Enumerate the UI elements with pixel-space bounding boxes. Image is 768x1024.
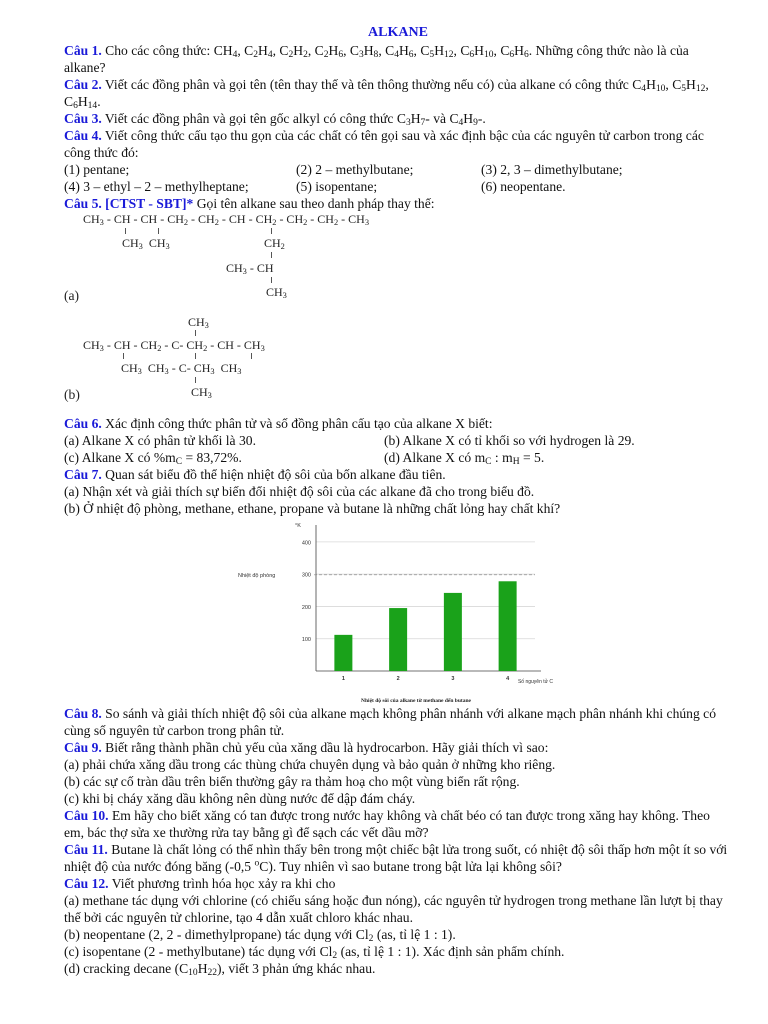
- question-11: [64, 841, 732, 875]
- bond-line: [251, 353, 252, 359]
- structure-b: [64, 315, 732, 415]
- list-item: (d) Alkane X có $m_C$ : $m_H = 5$.: [384, 450, 545, 467]
- question-6-items: [64, 432, 732, 466]
- bond-line: [271, 277, 272, 283]
- list-item: (d) cracking decane $(C_{10}H_{22})$, viết 3 phản ứng khác nhau.: [64, 961, 376, 978]
- bond-line: [123, 353, 124, 359]
- question-2: [64, 76, 732, 110]
- question-3: [64, 110, 732, 127]
- list-item: (4) 3 – ethyl – 2 – methylheptane;: [64, 179, 249, 194]
- bond-line: [195, 353, 196, 359]
- y-tick-label: 300: [301, 572, 311, 579]
- bond-line: [125, 228, 126, 234]
- question-1: [64, 42, 732, 76]
- question-label: Câu 2.: [64, 77, 102, 92]
- question-text: Viết công thức cấu tạo thu gọn của các chất có tên gọi sau và xác định bậc của các nguyên tử carbon trong các công thức đó:: [64, 128, 704, 160]
- question-text: So sánh và giải thích nhiệt độ sôi của alkane mạch không phân nhánh với alkane mạch phân nhánh khi chúng có cùng số nguyên tử carbon trong phân tử.: [64, 706, 716, 738]
- bond-line: [158, 228, 159, 234]
- question-label: Câu 8.: [64, 706, 102, 721]
- structure-a-branch-ch: $CH_3$ - CH: [226, 261, 274, 276]
- list-item: (c) isopentane (2 - methylbutane) tác dụng với $Cl_2$ (as, tỉ lệ 1 : 1). Xác định sản phẩm chính.: [64, 944, 565, 961]
- chart-bar: [389, 608, 407, 671]
- list-item: (5) isopentane;: [296, 179, 378, 194]
- list-item: (3) 2, 3 – dimethylbutane;: [481, 162, 623, 177]
- x-tick-label: 1: [341, 676, 345, 682]
- x-tick-label: 3: [451, 676, 455, 682]
- chart-bar: [499, 581, 517, 671]
- list-item: (b) neopentane (2, 2 - dimethylpropane) tác dụng với $Cl_2$ (as, tỉ lệ 1 : 1).: [64, 927, 456, 944]
- question-4-items: [64, 161, 732, 195]
- question-label: Câu 6.: [64, 416, 102, 431]
- question-5: [64, 195, 732, 212]
- question-text: Em hãy cho biết xăng có tan được trong nước hay không và chất béo có tan được trong xăng hay không. Theo em, bác thợ sửa xe thường rửa tay bằng gì để sạch các vết dầu mỡ?: [64, 808, 710, 840]
- question-label: Câu 9.: [64, 740, 102, 755]
- list-item: (2) 2 – methylbutane;: [296, 162, 414, 177]
- structure-a-main-chain: $CH_3$ - CH - CH - $CH_2 - CH_2$ - CH - $CH_2 - CH_2 - CH_2 - CH_3$: [83, 212, 370, 227]
- bond-line: [195, 377, 196, 383]
- question-7-item-a: (a) Nhận xét và giải thích sự biến đổi nhiệt độ sôi của các alkane đã cho trong biểu đồ.: [64, 484, 535, 499]
- y-tick-label: 200: [301, 604, 311, 611]
- structure-b-label: (b): [64, 387, 80, 402]
- structure-a: [64, 212, 732, 315]
- structure-a-branch-ch3: $CH_3$: [266, 285, 287, 300]
- list-item: (c) Alkane X có $\%m_C = 83,72\%$.: [64, 450, 242, 467]
- structure-a-label: (a): [64, 288, 80, 303]
- bond-line: [271, 252, 272, 258]
- x-tick-label: 2: [396, 676, 400, 682]
- structure-a-branch-row: $CH_3$ $CH_3$: [122, 236, 170, 251]
- list-item: (6) neopentane.: [481, 179, 566, 194]
- question-text: Cho các công thức: $CH_4$, $C_2H_4$, $C_2H_2$, $C_2H_6$, $C_3H_8$, $C_4H_6$, $C_5H_{12}$, $C_6H_{10}$, $C_6H_6$. Những công thức nào là của alkane?: [64, 43, 689, 75]
- question-label: Câu 3.: [64, 111, 102, 126]
- question-text: Quan sát biểu đồ thể hiện nhiệt độ sôi của bốn alkane đầu tiên.: [101, 467, 446, 482]
- structure-b-branch-row: $CH_3$ $CH_3 - C-$ $CH_3$ $CH_3$: [121, 361, 242, 376]
- question-7-item-b: (b) Ở nhiệt độ phòng, methane, ethane, propane và butane là những chất lỏng hay chất khí?: [64, 501, 561, 516]
- x-axis-label: Số nguyên tử C: [517, 679, 553, 685]
- structure-a-branch-ch2: $CH_2$: [264, 236, 285, 251]
- question-8: [64, 705, 732, 739]
- question-text: Viết phương trình hóa học xảy ra khi cho: [108, 876, 336, 891]
- question-text: Gọi tên alkane sau theo danh pháp thay thế:: [193, 196, 435, 211]
- chart-bar: [334, 635, 352, 671]
- list-item: (b) Alkane X có tỉ khối so với hydrogen là 29.: [384, 433, 635, 448]
- question-10: [64, 807, 732, 841]
- question-label: Câu 12.: [64, 876, 109, 891]
- question-label: Câu 10.: [64, 808, 109, 823]
- bond-line: [271, 228, 272, 234]
- question-label: Câu 5.: [64, 196, 102, 211]
- chart-caption: Nhiệt độ sôi của alkane từ methane đến butane: [361, 698, 471, 704]
- question-4: [64, 127, 732, 161]
- reference-line-label: Nhiệt độ phòng: [238, 572, 276, 579]
- structure-b-main-chain: $CH_3$ - CH - $CH_2 - C-$ $CH_2$ - CH - $CH_3$: [83, 338, 265, 353]
- list-item: (a) Alkane X có phân tử khối là 30.: [64, 433, 256, 448]
- list-item: (1) pentane;: [64, 162, 130, 177]
- list-item: (a) phải chứa xăng dầu trong các thùng chứa chuyên dụng và bảo quản ở những kho riêng.: [64, 757, 556, 772]
- question-label: Câu 1.: [64, 43, 102, 58]
- question-12: [64, 875, 732, 892]
- page-title: ALKANE: [368, 25, 428, 40]
- question-7: [64, 466, 732, 483]
- question-tag: [CTST - SBT]*: [101, 196, 194, 211]
- y-tick-label: 400: [301, 540, 311, 547]
- document-page: [64, 24, 732, 977]
- bond-line: [195, 330, 196, 336]
- question-text: Viết các đồng phân và gọi tên (tên thay thế và tên thông thường nếu có) của alkane có công thức $C_4H_{10}$, $C_5H_{12}$, $C_6H_{14}$.: [64, 77, 709, 111]
- question-text: Biết rằng thành phần chủ yếu của xăng dầu là hydrocarbon. Hãy giải thích vì sao:: [101, 740, 549, 755]
- list-item: (b) các sự cố tràn dầu trên biển thường gây ra thảm hoạ cho một vùng biển rất rộng.: [64, 774, 520, 789]
- question-label: Câu 4.: [64, 128, 102, 143]
- question-text: Butane là chất lỏng có thể nhìn thấy bên trong một chiếc bật lửa trong suốt, có nhiệt độ sôi thấp hơn một ít so với nhiệt độ của nước đóng băng (-0,5 $^o$C). Tuy nhiên vì sao butane trong bật lửa lại không sôi?: [64, 842, 728, 874]
- list-item: (c) khi bị cháy xăng dầu không nên dùng nước để dập đám cháy.: [64, 791, 416, 806]
- question-label: Câu 11.: [64, 842, 108, 857]
- chart-svg: [237, 517, 557, 705]
- boiling-point-chart: [237, 517, 557, 705]
- structure-b-bottom-ch3: $CH_3$: [191, 385, 212, 400]
- x-tick-label: 4: [506, 676, 510, 682]
- question-9: [64, 739, 732, 756]
- question-label: Câu 7.: [64, 467, 102, 482]
- list-item: (a) methane tác dụng với chlorine (có chiếu sáng hoặc đun nóng), các nguyên tử hydrogen trong methane lần lượt bị thay thế bởi các nguyên tử chlorine, tạo 4 dẫn xuất chloro khác nhau.: [64, 893, 723, 925]
- y-tick-label: 100: [301, 637, 311, 644]
- chart-bar: [444, 593, 462, 671]
- structure-b-top-ch3: $CH_3$: [188, 315, 209, 330]
- question-6: [64, 415, 732, 432]
- question-text: Xác định công thức phân tử và số đồng phân cấu tạo của alkane X biết:: [101, 416, 493, 431]
- y-unit-label: °K: [295, 523, 301, 529]
- question-text: Viết các đồng phân và gọi tên gốc alkyl có công thức $C_3H_7-$ và $C_4H_9-$.: [101, 111, 486, 128]
